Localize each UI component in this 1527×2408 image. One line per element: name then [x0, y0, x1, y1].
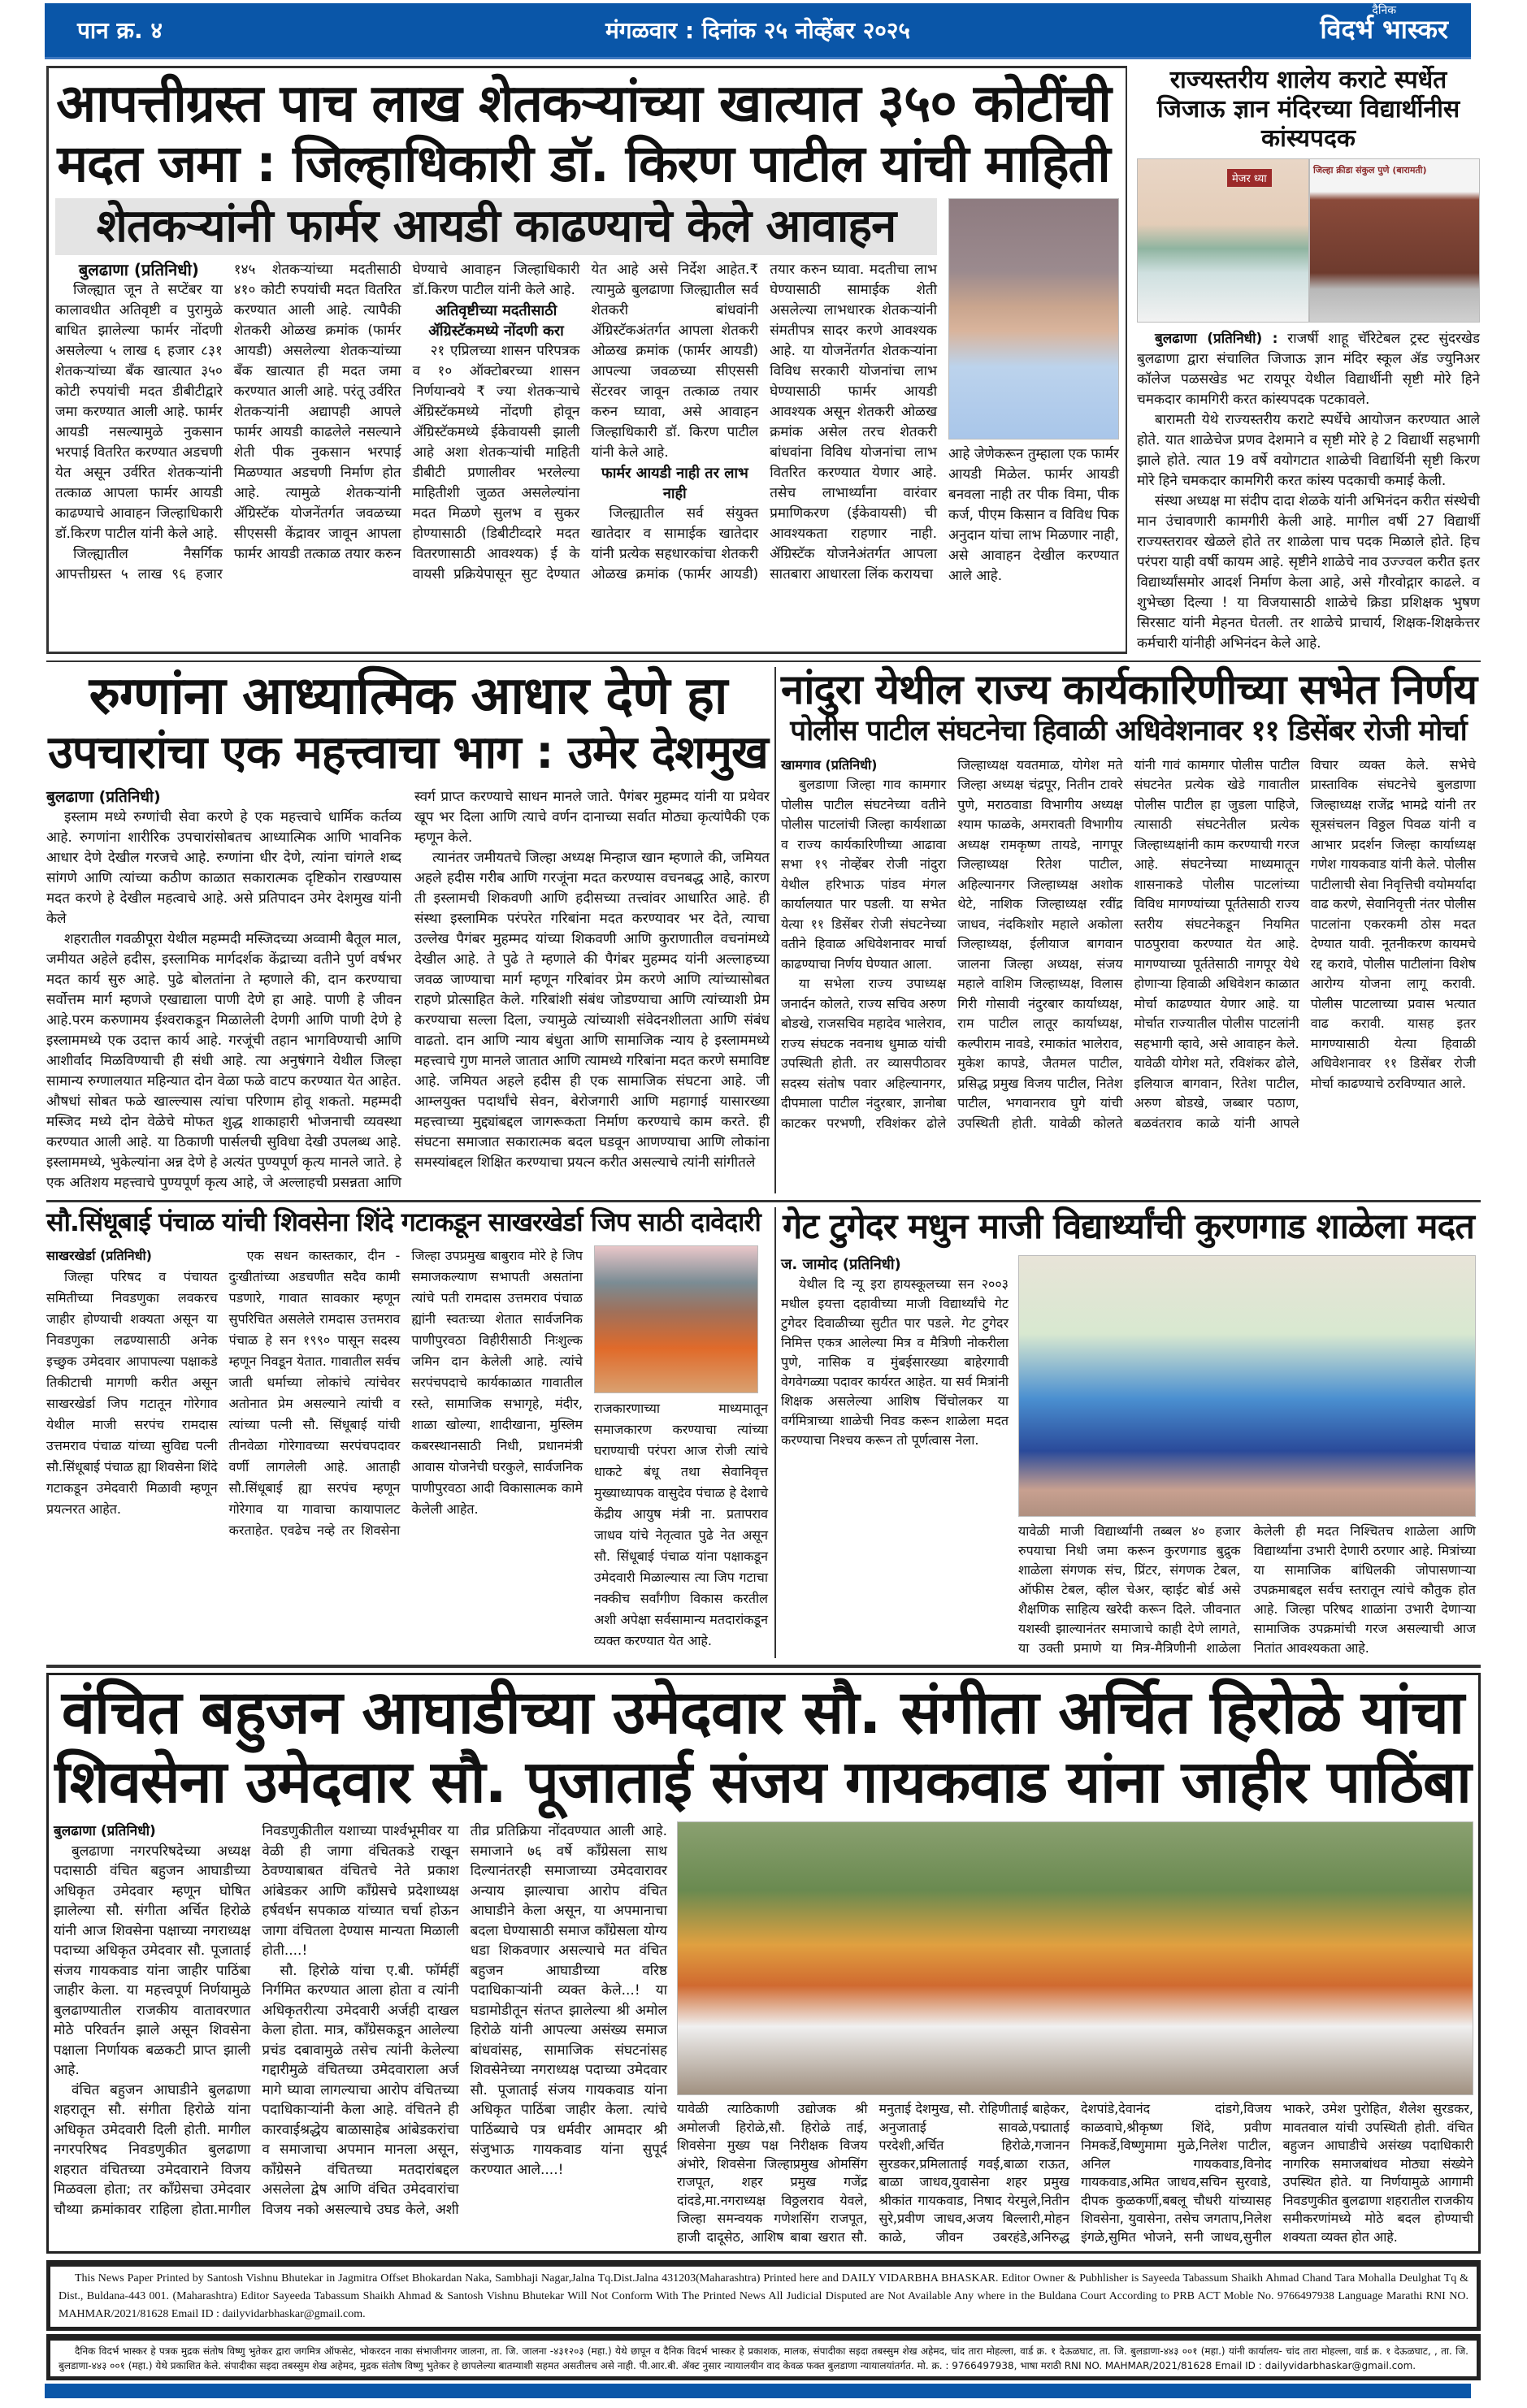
get-together-story: [781, 1207, 1476, 1658]
photo-building-sign: जिल्हा क्रीडा संकुल पुणे (बारामती): [1313, 165, 1427, 175]
paragraph: राजकारणाच्या माध्यमातून समाजकारण करण्याचा त्यांच्या घराण्याची परंपरा आज रोजी त्यांचे धाकटे बंधू तथा सेवानिवृत्त मुख्याध्यापक वासुदेव पंचाळ हे देशाचे केंद्रीय आयुष मंत्री ना. प्रतापराव जाधव यांचे नेतृत्वात पुढे नेत असून सौ. सिंधूबाई पंचाळ यांना पक्षाकडून उमेदवारी मिळाल्यास त्या जिप गटाचा नक्कीच सर्वांगीण विकास करतील अशी अपेक्षा सर्वसामान्य मतदारांकडून व्यक्त करण्यात येत आहे.: [594, 1400, 768, 1648]
lead-headline-line-1: आपत्तीग्रस्त पाच लाख शेतकऱ्यांच्या खात्यात ३५० कोटींची: [56, 74, 1111, 134]
subheading: फार्मर आयडी नाही तर लाभ नाही: [601, 465, 748, 503]
paragraph: २१ एप्रिलच्या शासन परिपत्रक व १० ऑक्टोबरच्या शासन निर्णयान्वये ₹ ज्या शेतकऱ्याचे ॲग्रिस्टॅकमध्ये नोंदणी होवून ॲग्रिस्टॅकमध्ये ईकेवायसी झाली आहे अशा शेतकऱ्यांची माहिती डीबीटी प्रणालीवर भरलेल्या माहितीशी जुळत असलेल्यांना मदत मिळणे सुलभ व सुकर होण्यासाठी (डिबीटीव्दारे मदत वितरणासाठी आवश्यक) ई के वायसी प्रक्रियेपासून सुट देण्यात येत आहे असे निर्देश आहेत.₹ त्यामुळे बुलढाणा जिल्ह्यातील सर्व शेतकरी बांधवांनी ॲग्रिस्टॅकअंतर्गत आपला शेतकरी ओळख क्रमांक (फार्मर आयडी) आपल्या जवळच्या सीएससी सेंटरवर जावून तत्काळ तयार करुन घ्यावा, असे आवाहन जिल्हाधिकारी डॉ. किरण पाटील यांनी केले आहे.: [412, 262, 759, 583]
paragraph: जिल्ह्यातील सर्व संयुक्त खातेदार व सामाईक खातेदार यांनी प्रत्येक सहधारकांचा शेतकरी ओळख क्रमांक (फार्मर आयडी) तयार करुन घ्यावा. मदतीचा लाभ घेण्यासाठी सामाईक शेती असलेल्या लाभधारक शेतकऱ्यांनी संमतीपत्र सादर करणे आवश्यक आहे. या योजनेंतर्गत शेतकऱ्यांना विविध सरकारी योजनांचा लाभ घेण्यासाठी फार्मर आयडी आवश्यक असून शेतकरी ओळख क्रमांक असेल तरच शेतकरी बांधवांना विविध योजनांचा लाभ वितरित करण्यात येणार आहे. तसेच लाभार्थ्यांना वारंवार प्रमाणिकरण (ईकेवायसी) ची आवश्यकता राहणार नाही. ॲग्रिस्टॅक योजनेअंतर्गत आपला सातबारा आधारला लिंक करायचा: [591, 262, 937, 583]
photo-banner-text: मेजर ध्या: [1227, 169, 1272, 187]
imprint-marathi-text: दैनिक विदर्भ भास्कर हे पत्रक मुद्रक संतोष विष्णु भुतेकर द्वारा जगमित्र ऑफसेट, भोकरदन नाका संभाजीनगर जालना, ता. जि. जालना -४३१२०३ (महा.) येथे छापून व दैनिक विदर्भ भास्कर हे प्रकाशक, मालक, संपादीका सइदा तबस्सुम शेख अहेमद, चांद तारा मोहल्ला, वार्ड क्र. १ देऊळघाट, ता. जि. बुलडाणा-४४३ ००१ (महा.) यांनी कार्यालय- चांद तारा मोहल्ला, वार्ड क्र. १ देऊळघाट, , ता. जि. बुलडाणा-४४३ ००१ (महा.) येथे प्रकाशित केले. संपादीका सइदा तबस्सुम शेख अहेमद, मुद्रक संतोष विष्णु भुतेकर हे छापलेल्या बातम्याशी सहमत असतीलच असे नाही. पी.आर.बी. ॲक्ट नुसार न्यायालयीन वाद केवळ फक्त बुलडाणा न्यायालयांतर्गत. मो. क्र. : 9766497938, भाषा मराठी RNI NO. MAHMAR/2021/81628 Email ID : dailyvidarbhaskar@gmail.com.: [59, 2345, 1468, 2372]
karate-headline: राज्यस्तरीय शालेय कराटे स्पर्धेत जिजाऊ ज्ञान मंदिरच्या विद्यार्थीनीस कांस्यपदक: [1156, 66, 1460, 153]
paragraph: सौ. हिरोळे यांचा ए.बी. फॉर्महीं निर्गमित करण्यात आला होता व त्यांनी अधिकृतरीत्या उमेदवारी अर्जही दाखल केला होता. मात्र, काँग्रेसकडून आलेल्या प्रचंड दबावामुळे तसेच त्यांनी केलेल्या गद्दारीमुळे वंचितच्या उमेदवाराला अर्ज मागे घ्यावा लागल्याचा आरोप वंचितच्या पदाधिकाऱ्यांनी केला आहे. वंचितने ही कारवाईश्रद्धेय बाळासाहेब आंबेडकरांचा व समाजाचा अपमान मानला असून, काँग्रेसने वंचितच्या मतदारांबद्दल असलेला द्वेष आणि वंचित उमेदवारांचा विजय नको असल्याचे उघड केले, अशी तीव्र प्रतिक्रिया नोंदवण्यात आली आहे. समाजाने ७६ वर्षे काँग्रेसला साथ दिल्यानंतरही समाजाच्या उमेदवारावर अन्याय झाल्याचा आरोप वंचित आघाडीने केला असून, या अपमानाचा बदला घेण्यासाठी समाज काँग्रेसला योग्य धडा शिकवणार असल्याचे मत वंचित बहुजन आघाडीच्या वरिष्ठ पदाधिकाऱ्यांनी व्यक्त केले...! या घडामोडीतून संतप्त झालेल्या श्री अमोल हिरोळे यांनी आपल्या असंख्य समाज बांधवांसह, सामाजिक संघटनांसह शिवसेनेच्या नगराध्यक्ष पदाच्या उमेदवार सौ. पूजाताई संजय गायकवाड यांना अधिकृत पाठिंबा जाहीर केला. त्यांचे पाठिंब्याचे पत्र धर्मवीर आमदार श्री संजुभाऊ गायकवाड यांना सुपूर्द करण्यात आले....!: [262, 1823, 667, 2218]
paragraph-text: राजर्षी शाहू चॅरिटेबल ट्रस्ट सुंदरखेड बुलढाणा द्वारा संचालित जिजाऊ ज्ञान मंदिर स्कूल ॲड ज्युनिअर कॉलेज पळसखेड भट रायपूर येथील विद्यार्थीनी सृष्टी मोरे हिने चमकदार कामगिरी करत कांस्यपदक पटकावले.: [1137, 331, 1480, 408]
umar-headline-line-2: उपचारांचा एक महत्त्वाचा भाग : उमेर देशमुख: [48, 725, 768, 779]
newspaper-page: [45, 0, 1481, 2398]
lead-story: [46, 66, 1127, 654]
paragraph: यावेळी त्याठिकाणी उद्योजक श्री अमोलजी हिरोळे,सौ. हिरोळे ताई, शिवसेना मुख्य पक्ष निरीक्षक विजय अंभोरे, शिवसेना जिल्हाप्रमुख ओमसिंग राजपूत, शहर प्रमुख गजेंद्र दांदडे,मा.नगराध्यक्ष विठ्ठलराव येवले, जिल्हा समन्वयक गणेशसिंग राजपूत, हाजी दादूसेठ, आशिष बाबा खरात सौ. मनुताई देशमुख, सौ. रोहिणीताई बाहेकर, अनुजाताई सावळे,पद्माताई परदेशी,अर्चित हिरोळे,गजानन सुरडकर,प्रमिलाताई गवई,बाळा राऊत, बाळा जाधव,युवासेना शहर प्रमुख श्रीकांत गायकवाड, निषाद येरमुले,नितीन सुरे,प्रवीण जाधव,अजय बिल्लारी,मोहन काळे, जीवन उबरहंडे,अनिरुद्ध देशपांडे,देवानंद दांडगे,विजय काळवाघे,श्रीकृष्ण शिंदे, प्रवीण निमकर्डे,विष्णुमामा मुळे,निलेश पाटील, अनिल गायकवाड,विनोद गायकवाड,अमित जाधव,सचिन सुरवाडे, दीपक कुळकर्णी,बबलू चौधरी यांच्यासह शिवसेना, युवासेना, तसेच जगताप,निलेश इंगळे,सुमित भोजने, सनी जाधव,सुनील भाकरे, उमेश पुरोहित, शैलेश सुरडकर, मावतवाल यांची उपस्थिती होती. वंचित बहुजन आघाडीचे असंख्य पदाधिकारी नागरिक समाजबांधव मोठ्या संख्येने उपस्थित होते. या निर्णयामुळे आगामी निवडणुकीत बुलढाणा शहरातील राजकीय समीकरणांमध्ये मोठे बदल होण्याची शक्यता व्यक्त होत आहे.: [677, 2101, 1473, 2245]
get-together-body-continued: [1018, 1522, 1476, 1658]
lead-body-continued: [948, 444, 1119, 587]
sindhubai-body-continued: [594, 1398, 768, 1652]
paragraph: बुलडाणा जिल्हा गाव कामगार पोलीस पाटील संघटनेच्या वतीने पोलीस पाटलांची जिल्हा कार्यशाळा व राज्य कार्यकारिणीच्या आढावा सभा १९ नोव्हेंबर रोजी नांदुरा येथील हरिभाऊ पांडव मंगल कार्यालयात पार पडली. या सभेत येत्या ११ डिसेंबर रोजी संघटनेच्या वतीने हिवाळ अधिवेशनावर मार्चा काढण्याचा निर्णय घेण्यात आला.: [781, 777, 947, 972]
paragraph: आहे जेणेकरून तुम्हाला एक फार्मर आयडी मिळेल. फार्मर आयडी बनवला नाही तर पीक विमा, पीक कर्ज, पीएम किसान व विविध पिक अनुदान यांचा लाभ मिळणार नाही, असे आवाहन देखील करण्यात आले आहे.: [948, 446, 1119, 585]
dateline: साखरखेर्डा (प्रतिनिधी): [46, 1247, 152, 1263]
lead-headline-line-2: मदत जमा : जिल्हाधिकारी डॉ. किरण पाटील यांची माहिती: [57, 133, 1110, 193]
umar-deshmukh-story: [46, 667, 770, 1193]
sindhubai-story: [46, 1207, 770, 1658]
paragraph: येथील दि न्यू इरा हायस्कूलच्या सन २००३ मधील इयत्ता दहावीच्या माजी विद्यार्थ्यांचे गेट टुगेदर दिवाळीच्या सुटीत पार पडले. गेट टुगेदर निमित्त एकत्र आलेल्या मित्र व मैत्रिणी नोकरीला पुणे, नासिक व मुंबईसारख्या बाहेरगावी वेगवेगळ्या पदावर कार्यरत आहेत. या सर्व मित्रांनी शिक्षक असलेल्या आशिष चिंचोलकर या वर्गमित्राच्या शाळेची निवड करून शाळेला मदत करण्याचा निश्चय करून तो पूर्णत्वास नेला.: [781, 1276, 1009, 1449]
section-divider: [46, 1665, 1481, 1668]
section-divider: [46, 660, 1481, 662]
paragraph: [1137, 329, 1480, 410]
karate-photo-certificate: [1137, 158, 1309, 323]
masthead: [45, 3, 1471, 59]
vanchit-headline-line-1: वंचित बहुजन आघाडीच्या उमेदवार सौ. संगीता अर्चित हिरोळे यांचा: [61, 1678, 1464, 1748]
paragraph: जिल्ह्यातील नैसर्गिक आपत्तीग्रस्त ५ लाख ९६ हजार १४५ शेतकऱ्यांच्या मदतीसाठी ४१० कोटी रुपयांची मदत वितरित करण्यात आली आहे. त्यापैकी शेतकरी ओळख क्रमांक (फार्मर आयडी) असलेल्या शेतकऱ्यांच्या बँक खात्यात ही मदत जमा करण्यात आली आहे. परंतू उर्वरित शेतकऱ्यांनी अद्यापही आपले फार्मर आयडी काढलेले नसल्याने शेती पीक नुकसान भरपाई मिळण्यात अडचणी निर्माण होत आहे. त्यामुळे शेतकऱ्यांनी ॲग्रिस्टॅक योजनेंतर्गत जवळच्या सीएससी केंद्रावर जावून आपला फार्मर आयडी तत्काळ तयार करुन घेण्याचे आवाहन जिल्हाधिकारी डॉ.किरण पाटील यांनी केले आहे.: [55, 262, 580, 583]
nandura-story: [781, 667, 1476, 1193]
imprint-english: [46, 2260, 1481, 2331]
dateline: बुलढाणा (प्रतिनिधी): [78, 260, 199, 280]
paragraph: जिल्ह्यात जून ते सप्टेंबर या कालावधीत अतिवृष्टी व पुरामुळे बाधित झालेल्या फार्मर नोंदणी असलेल्या ५ लाख ६ हजार ८३१ शेतकऱ्यांच्या बँक खात्यात ३५० कोटी रुपयांची मदत डीबीटीद्वारे जमा करण्यात आली आहे. फार्मर आयडी नसल्यामुळे नुकसान भरपाई वितरित करण्यात अडचणी येत असून उर्वरित शेतकऱ्यांनी तत्काळ आपला फार्मर आयडी काढण्याचे आवाहन जिल्हाधिकारी डॉ.किरण पाटील यांनी केले आहे.: [55, 282, 223, 543]
vanchit-headline-line-2: शिवसेना उमेदवार सौ. पूजाताई संजय गायकवाड यांना जाहीर पाठिंबा: [54, 1747, 1471, 1816]
column-divider: [774, 1207, 776, 1658]
sindhubai-portrait-photo: [594, 1245, 758, 1393]
paragraph: वंचित बहुजन आघाडीने बुलढाणा शहरातून सौ. संगीता हिरोळे यांना अधिकृत उमेदवारी दिली होती. मागील नगरपरिषद निवडणुकीत बुलढाणा शहरात वंचितच्या उमेदवाराने विजय मिळवला होता; तर काँग्रेसचा उमेदवार चौथ्या क्रमांकावर राहिला होता.मागील निवडणुकीतील यशाच्या पार्श्वभूमीवर या वेळी ही जागा वंचितकडे राखून ठेवण्याबाबत वंचितचे नेते प्रकाश आंबेडकर आणि काँग्रेसचे प्रदेशाध्यक्ष हर्षवर्धन सपकाळ यांच्यात चर्चा होऊन जागा वंचितला देण्यास मान्यता मिळाली होती....!: [54, 1823, 459, 2218]
lead-body: [55, 260, 937, 585]
paragraph: एक सधन कास्तकार, दीन - दुःखीतांच्या अडचणीत सदैव कामी पडणारे, गावात सावकार म्हणून सुपरिचित असलेले रामदास उत्तमराव पंचाळ हे सन १९९० पासून सदस्य म्हणून निवडून येतात. गावातील सर्वच जाती धर्माच्या लोकांचे त्यांचेवर अतोनात प्रेम असल्याने त्यांची व त्यांच्या पत्नी सौ. सिंधूबाई यांची तीनवेळा गोरेगावच्या सरपंचपदावर वर्णी लागलेली आहे. आताही सौ.सिंधूबाई ह्या सरपंच म्हणून गोरेगाव या गावाचा कायापालट करताहेत. एवढेच नव्हे तर शिवसेना जिल्हा उपप्रमुख बाबुराव मोरे हे जिप समाजकल्याण सभापती असतांना त्यांचे पती रामदास उत्तमराव पंचाळ ह्यांनी स्वतःच्या शेतात सार्वजनिक पाणीपुरवठा विहीरीसाठी निःशुल्क जमिन दान केलेली आहे. त्यांचे सरपंचपदाचे कार्यकाळात गावातील रस्ते, सामाजिक सभागृहे, मंदीर, शाळा खोल्या, शादीखाना, मुस्लिम कबरस्थानसाठी निधी, प्रधानमंत्री आवास योजनेची घरकुले, सार्वजनिक पाणीपुरवठा आदी विकासात्मक कामे केलेली आहेत.: [228, 1247, 583, 1538]
dateline: खामगाव (प्रतिनिधी): [781, 756, 878, 773]
logo-small-text: दैनिक: [1372, 4, 1396, 17]
dateline: ज. जामोद (प्रतिनिधी): [781, 1256, 901, 1274]
subheading: अतिवृष्टीच्या मदतीसाठी ॲग्रिस्टॅकमध्ये नोंदणी करा: [428, 302, 564, 340]
umar-body: [46, 787, 770, 1193]
nandura-body: [781, 756, 1476, 1134]
paragraph: यावेळी माजी विद्यार्थ्यांनी तब्बल ४० हजार रुपयाचा निधी जमा करून कुरणगाड बुद्रुक शाळेला संगणक संच, प्रिंटर, संगणक टेबल, ऑफीस टेबल, व्हील चेअर, व्हाईट बोर्ड असे शैक्षणिक साहित्य खरेदी करून दिले. जीवनात यशस्वी झाल्यानंतर समाजाचे काही देणे लागते, या उक्ती प्रमाणे या मित्र-मैत्रिणीनी शाळेला केलेली ही मदत निश्चितच शाळेला आणि विद्यार्थ्यांना उभारी देणारी ठरणार आहे. मित्रांच्या या सामाजिक बांधिलकी जोपासणाऱ्या उपक्रमाबद्दल सर्वच स्तरातून त्यांचे कौतुक होत आहे. जिल्हा परिषद शाळांना उभारी देणाऱ्या सामाजिक उपक्रमांची गरज असल्याची आज नितांत आवश्यकता आहे.: [1018, 1523, 1476, 1657]
lead-subheadline: शेतकऱ्यांनी फार्मर आयडी काढण्याचे केले आवाहन: [55, 198, 937, 255]
issue-date: मंगळवार : दिनांक २५ नोव्हेंबर २०२५: [605, 17, 910, 44]
nandura-headline-line-2: पोलीस पाटील संघटनेचा हिवाळी अधिवेशनावर ११ डिसेंबर रोजी मोर्चा: [790, 714, 1467, 747]
logo-name: विदर्भ भास्कर: [1320, 14, 1448, 45]
dateline: बुलढाणा (प्रतिनिधी): [46, 787, 161, 806]
column-divider: [774, 667, 776, 1193]
karate-story: [1137, 66, 1480, 654]
newspaper-logo: [1320, 4, 1448, 45]
vanchit-body-continued: [677, 2100, 1473, 2246]
karate-photo-venue: [1309, 158, 1480, 323]
dateline: बुलढाणा (प्रतिनिधी) :: [1155, 331, 1278, 347]
get-together-body: [781, 1255, 1009, 1658]
paragraph: इस्लाम मध्ये रुग्णांची सेवा करणे हे एक महत्त्वाचे धार्मिक कर्तव्य आहे. रुगणांना शारीरिक उपचारांसोबतच आध्यात्मिक आणि भावनिक आधार देणे देखील गरजचे आहे. रुग्णांना धीर देणे, त्यांना चांगले शब्द सांगणे आणि त्यांच्या कठीण काळात सकारात्मक दृष्टिकोन राखण्यास मदत करणे हे देखील महत्वाचे आहे. असे प्रतिपादन उमेर देशमुख यांनी केले: [46, 808, 401, 927]
karate-body: [1137, 329, 1480, 654]
section-divider: [46, 1200, 1481, 1202]
paragraph: संस्था अध्यक्ष मा संदीप दादा शेळके यांनी अभिनंदन करीत संस्थेची मान उंचावणारी कामगीरी केली आहे. मागील वर्षी 27 विद्यार्थी राज्यस्तरावर खेळले होते तर शाळेला पाच पदक मिळाले होते. हिच परंपरा याही वर्षी कायम आहे. सृष्टीने शाळेचे नाव उज्ज्वल करीत इतर विद्यार्थ्यांसमोर आदर्श निर्माण केला आहे, असे गौरवोद्गार काढले. व शुभेच्छा दिल्या ! या विजयासाठी शाळेचे क्रिडा प्रशिक्षक भुषण सिरसाट यांनी मेहनत घेतली. तर शाळेचे प्राचार्य, शिक्षक-शिक्षकेत्तर कर्मचारी यांनीही अभिनंदन केले आहे.: [1137, 493, 1480, 652]
nandura-headline-line-1: नांदुरा येथील राज्य कार्यकारिणीच्या सभेत निर्णय: [781, 666, 1477, 714]
dateline: बुलढाणा (प्रतिनिधी): [54, 1823, 156, 1840]
paragraph: या सभेला राज्य उपाध्यक्ष जनार्दन कोलते, राज्य सचिव अरुण बोडखे, राजसचिव महादेव भालेराव, राज्य संघटक नवनाथ धुमाळ यांची उपस्थिती होती. तर व्यासपीठावर सदस्य संतोष पवार अहिल्यानगर, दीपमाला पाटील नंदुरबार, ज्ञानोबा काटकर परभणी, रविशंकर ढोले जिल्हाध्यक्ष यवतमाळ, योगेश मते जिल्हा अध्यक्ष चंद्रपूर, नितीन टावरे पुणे, मराठवाडा विभागीय अध्यक्ष श्याम फाळके, अमरावती विभागीय अध्यक्ष रामकृष्ण तायडे, नागपूर जिल्हाध्यक्ष रितेश पाटील, अहिल्यानगर जिल्हाध्यक्ष अशोक थेटे, नाशिक जिल्हाध्यक्ष रवींद्र जाधव, नंदकिशोर महाले अकोला जिल्हाध्यक्ष, ईलीयाज बागवान जालना जिल्हा अध्यक्ष, संजय महाले वाशिम जिल्हाध्यक्ष, विलास गिरी गोसावी नंदुरबार कार्याध्यक्ष, राम पाटील लातूर कार्याध्यक्ष, कल्पीराम नावडे, रमाकांत भालेराव, मुकेश कापडे, जैतमल पाटील, प्रसिद्ध प्रमुख विजय पाटील, नितेश पाटील, भगवानराव घुगे यांची उपस्थिती होती. यावेळी कोलते यांनी गावं कामगार पोलीस पाटील संघटनेत प्रत्येक खेडे गावातील पोलीस पाटील हा जुडला पाहिजे, त्यासाठी संघटनेतील प्रत्येक जिल्हाध्यक्षांनी काम करण्याची गरज आहे. संघटनेच्या माध्यमातून शासनाकडे पोलीस पाटलांच्या विविध मागण्यांच्या पूर्ततेसाठी राज्य स्तरीय संघटनेकडून नियमित पाठपुरावा करण्यात येत आहे. मागण्याच्या पूर्ततेसाठी नागपूर येथे होणाऱ्या हिवाळी अधिवेशन काळात मोर्चा काढण्यात येणार आहे. या मोर्चात राज्यातील पोलीस पाटलांनी सहभागी व्हावे, असे आवाहन केले. यावेळी योगेश मते, रविशंकर ढोले, इलियाज बागवान, रितेश पाटील, अरुण बोडखे, जब्बार पठाण, बळवंतराव काळे यांनी आपले विचार व्यक्त केले. सभेचे प्रास्ताविक संघटनेचे बुलडाणा जिल्हाध्यक्ष राजेंद्र भामद्रे यांनी तर सूत्रसंचलन विठ्ठल पिवळ यांनी व आभार प्रदर्शन जिल्हा कार्याध्यक्ष गणेश गायकवाड यांनी केले. पोलीस पाटीलाची सेवा निवृत्तिची वयोमर्यादा वाढ करणे, सेवानिवृत्ती नंतर पोलीस पाटलांना एकरकमी ठोस मदत देण्यात यावी. नूतनीकरण कायमचे रद्द करावे, पोलीस पाटीलांना विशेष आरोग्य योजना लागू करावी. पोलीस पाटलाच्या प्रवास भत्यात वाढ करावी. यासह इतर मागण्यासाठी येत्या हिवाळी अधिवेशनावर ११ डिसेंबर रोजी मोर्चा काढण्याचे ठरविण्यात आले.: [781, 756, 1476, 1131]
paragraph: बारामती येथे राज्यस्तरीय कराटे स्पर्धेचे आयोजन करण्यात आले होते. यात शाळेचेज प्रणव देशमाने व सृष्टी मोरे हे 2 विद्यार्थी सहभागी झाले होते. त्यात 19 वर्षे वयोगटात शाळेची विद्यार्थिनी सृष्टी किरण मोरे हिने चमकदार कामगिरी करत कांस्य पदकाची कमाई केली.: [1137, 412, 1480, 489]
vanchit-body: [54, 1821, 667, 2246]
imprint-marathi: [46, 2334, 1481, 2380]
paragraph: त्यानंतर जमीयतचे जिल्हा अध्यक्ष मिन्हाज खान म्हणाले की, जमियत अहले हदीस गरीब आणि गरजूंना मदत करण्यास वचनबद्ध आहे, कारण ती इस्लामची शिकवणी आणि हदीसच्या तत्त्वांवर आधारित आहे. ही संस्था इस्लामिक परंपरेत गरिबांना मदत करण्यावर भर देते, त्याचा उल्लेख पैगंबर मुहम्मद यांच्या शिकवणी आणि कुराणातील वचनांमध्ये देखील आहे. ते पुढे ते म्हणाले की पैगंबर मुहम्मद यांनी अल्लाहच्या जवळ जाण्याचा मार्ग म्हणून गरिबांवर प्रेम करणे आणि त्यांच्यासोबत राहणे प्रोत्साहित केले. गरिबांशी संबंध जोडण्याचा आणि त्यांच्याशी प्रेम करण्याचा सल्ला दिला, ज्यामुळे त्यांच्याशी संवेदनशीलता आणि संबंध वाढतो. दान आणि न्याय बंधुता आणि सामाजिक न्याय हे इस्लाममध्ये महत्त्वाचे गुण मानले जातात आणि त्यामध्ये गरिबांना मदत करणे समाविष्ट आहे. जमियत अहले हदीस ही एक सामाजिक संघटना आहे. जी आम्लयुक्त पदार्थांचे सेवन, बेरोजगारी आणि महागाई यासारख्या महत्त्वाच्या मुद्द्यांबद्दल जागरूकता निर्माण करण्याचे काम करते. ही संघटना समाजात सकारात्मक बदल घडवून आणण्याचा आणि लोकांना समस्यांबद्दल शिक्षित करण्याचा प्रयत्न करीत असल्याचे त्यांनी सांगीतले: [414, 849, 770, 1171]
footer-bar: [45, 2384, 1471, 2398]
paragraph: जिल्हा परिषद व पंचायत समितीच्या निवडणुका लवकरच जाहीर होण्याची शक्यता असून या निवडणुका लढण्यासाठी अनेक इच्छुक उमेदवार आपापल्या पक्षाकडे तिकीटाची मागणी करीत असून साखरखेर्डा जिप गटातून गोरेगाव येथील माजी सरपंच रामदास उत्तमराव पंचाळ यांच्या सुविद्य पत्नी सौ.सिंधूबाई पंचाळ ह्या शिवसेना शिंदे गटाकडून उमेदवारी मिळावी म्हणून प्रयत्नरत आहेत.: [46, 1268, 218, 1517]
sindhubai-body: [46, 1245, 583, 1652]
collector-portrait-photo: [948, 198, 1119, 440]
umar-headline-line-1: रुग्णांना आध्यात्मिक आधार देणे हा: [89, 666, 727, 726]
page-number: पान क्र. ४: [77, 17, 163, 44]
imprint-english-text: This News Paper Printed by Santosh Vishnu Bhutekar in Jagmitra Offset Bhokardan Naka, Sambhaji Nagar,Jalna Tq.Dist.Jalna 431203(Maharashtra) Printed here and DAILY VIDARBHA BHASKAR. Editor Owner & Pubhlisher is Sayeeda Tabassum Shaikh Ahmad Chand Tara Mohalla Deulghat Tq & Dist., Buldana-443 001. (Maharashtra) Editor Sayeeda Tabassum Shaikh Ahmad & Santosh Vishnu Bhutekar Will Not Conform With The Printed News All Judicial Disputed are Not Available Any where in the Buldana Court According to PRB ACT Moble No. 9766497938 Language Marathi RNI NO. MAHMAR/2021/81628 Email ID : dailyvidarbhaskar@gmail.com.: [59, 2272, 1468, 2321]
school-students-photo: [1018, 1255, 1476, 1517]
sindhubai-headline: सौ.सिंधूबाई पंचाळ यांची शिवसेना शिंदे गटाकडून साखरखेर्डा जिप साठी दावेदारी: [46, 1206, 761, 1237]
support-event-group-photo: [677, 1821, 1473, 2095]
get-together-headline: गेट टुगेदर मधुन माजी विद्यार्थ्यांची कुरणगाड शाळेला मदत: [783, 1206, 1474, 1247]
paragraph: बुलढाणा नगरपरिषदेच्या अध्यक्ष पदासाठी वंचित बहुजन आघाडीच्या अधिकृत उमेदवार म्हणून घोषित झालेल्या सौ. संगीता अर्चित हिरोळे यांनी आज शिवसेना पक्षाच्या नगराध्यक्ष पदाच्या अधिकृत उमेदवार सौ. पूजाताई संजय गायकवाड यांना जाहीर पाठिंबा जाहीर केला. या महत्त्वपूर्ण निर्णयामुळे बुलढाण्यातील राजकीय वातावरणात मोठे परिवर्तन झाले असून शिवसेना पक्षाला निर्णायक बळकटी प्राप्त झाली आहे.: [54, 1843, 251, 2079]
vanchit-story: [46, 1673, 1481, 2254]
paragraph: शहरातील गवळीपूरा येथील महम्मदी मस्जिदच्या अव्वामी बैतूल माल, जमीयत अहेले हदीस, इस्लामिक मार्गदर्शक केंद्राच्या वतीने पुर्ण वर्षभर मदत कार्य सुरु आहे. पुढे बोलतांना ते म्हणाले की, दान करण्याचा सर्वोत्तम मार्ग म्हणजे एखाद्याला पाणी देणे हा आहे. पाणी हे जीवन आहे.परम करुणामय ईश्वराकडून मिळालेली देणगी आणि पाणी देणे हे इस्लाममध्ये एक उदात्त कार्य आहे. गरजूंची तहान भागविण्याची आणि आशीर्वाद मिळविण्याची ही संधी आहे. त्या अनुषंगाने येथील जिल्हा सामान्य रुग्णालयात महिन्यात दोन वेळा फळे वाटप करण्यात येत आहेत. औषधां सोबत फळे खाल्ल्यास त्यांचा परिणाम होवू शकतो. महम्मदी मस्जिद मध्ये दोन वेळेचे मोफत शुद्ध शाकाहारी भोजनाची व्यवस्था करण्यात आली आहे. या ठिकाणी पार्सलची सुविधा देखी उपलब्ध आहे. इस्लाममध्ये, भुकेल्यांना अन्न देणे हे अत्यंत पुण्यपूर्ण कृत्य मानले जाते. हे एक अतिशय महत्त्वाचे पुण्यपूर्ण कृत्य आहे, जे अल्लाहची प्रसन्नता आणि स्वर्ग प्राप्त करण्याचे साधन मानले जाते. पैगंबर मुहम्मद यांनी या प्रथेवर खूप भर दिला आणि त्याचे वर्णन दानाच्या सर्वात मोठ्या कृत्यांपैकी एक म्हणून केले.: [46, 788, 770, 1191]
